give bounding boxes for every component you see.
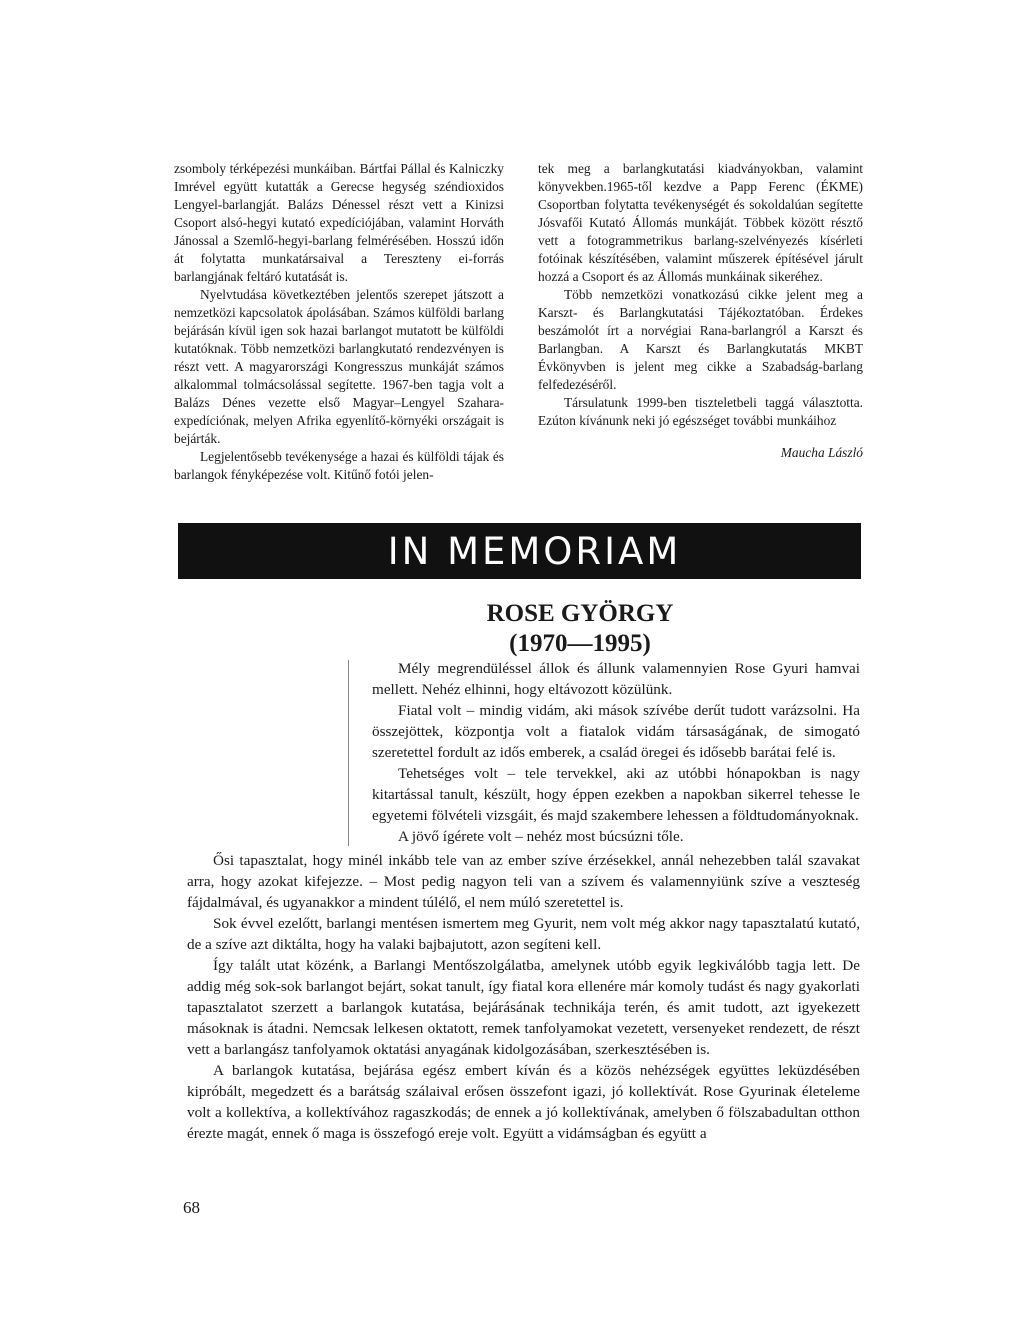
intro-paragraph-1: Mély megrendüléssel állok és állunk valamennyien Rose Gyuri hamvai mellett. Nehéz elhinni, hogy eltávozott közülünk. [372, 660, 860, 698]
intro-paragraph-4: A jövő ígérete volt – nehéz most búcsúzni tőle. [398, 828, 684, 845]
left-paragraph-3: Legjelentősebb tevékenysége a hazai és külföldi tájak és barlangok fényképezése volt. Kitűnő fotói jelen- [174, 449, 504, 482]
body-paragraph-2: Sok évvel ezelőtt, barlangi mentésen ismertem meg Gyurit, nem volt még akkor nagy tapasztalatú kutató, de a szíve azt diktálta, hogy ha valaki bajbajutott, azon segíteni kell. [187, 915, 860, 953]
body-paragraph-3: Így talált utat közénk, a Barlangi Mentőszolgálatba, amelynek utóbb egyik legkiválóbb tagja lett. De addig még sok-sok barlangot bejárt, sokat tanult, így fiatal kora ellenére már komoly tudást és nagy gyakorlati tapasztalatot szerzett a barlangok kutatása, bejárásának technikája terén, és amit tudott, azt igyekezett másoknak is átadni. Nemcsak lelkesen oktatott, remek tanfolyamokat vezetett, versenyeket rendezett, de részt vett a barlangász tanfolyamok oktatási anyagának kidolgozásában, szerkesztésében is. [187, 957, 860, 1058]
left-paragraph-1: zsomboly térképezési munkáiban. Bártfai Pállal és Kalniczky Imrével együtt kutatták a Gerecse hegység széndioxidos Lengyel-barlangját. Balázs Dénessel részt vett a Kinizsi Csoport alsó-hegyi kutató expedíciójában, valamint Horváth Jánossal a Szemlő-hegyi-barlang felmérésében. Hosszú időn át folytatta munkatársaival a Tereszteny ei-forrás barlangjának feltáró kutatását is. [174, 161, 504, 284]
obituary-name: ROSE GYÖRGY [486, 600, 674, 627]
page-number: 68 [183, 1198, 200, 1217]
body-paragraph-4: A barlangok kutatása, bejárása egész embert kíván és a közös nehézségek együttes leküzdésében kipróbált, megedzett és a barátság szálaival erősen összefont igazi, jó kollektívát. Rose Gyurinak életeleme volt a kollektíva, a kollektívához ragaszkodás; de ennek a jó kollektívának, amelyben ő fölszabadultan otthon érezte magát, ennek ő maga is összefogó ereje volt. Együtt a vidámságban és együtt a [187, 1062, 860, 1142]
intro-paragraph-2: Fiatal volt – mindig vidám, aki mások szívébe derűt tudott varázsolni. Ha összejöttek, központja volt a fiatalok vidám társaságának, de simogató szeretettel fordult az idős emberek, a család öregei és idősebb barátai felé is. [372, 702, 860, 761]
right-paragraph-1: tek meg a barlangkutatási kiadványokban, valamint könyvekben.1965-től kezdve a Papp Ferenc (ÉKME) Csoportban folytatta tevékenységét és sokoldalúan segítette Jósvafői Kutató Állomás munkáját. Többek között résztő vett a fotogrammetrikus barlang-szelvényezés kísérleti fotóinak készítésében, valamint műszerek építésével járult hozzá a Csoport és az Állomás munkáinak sikeréhez. [538, 161, 863, 284]
obituary-body [187, 850, 860, 1144]
intro-paragraph-3: Tehetséges volt – tele tervekkel, aki az utóbbi hónapokban is nagy kitartással tanult, készült, hogy éppen ezekben a napokban sikerrel tehesse le egyetemi fölvételi vizsgáit, és majd szakembere lehessen a földtudományoknak. [372, 765, 860, 824]
left-column [174, 160, 504, 484]
banner-text: IN MEMORIAM [387, 529, 682, 573]
right-column [538, 160, 863, 462]
body-paragraph-1: Ősi tapasztalat, hogy minél inkább tele van az ember szíve érzésekkel, annál nehezebben talál szavakat arra, hogy azokat kifejezze. – Most pedig nagyon teli van a szívem és valamennyiünk szíve a veszteség fájdalmával, és ugyanakkor a mindent túlélő, el nem múló szeretettel is. [187, 852, 860, 911]
obituary-intro [372, 658, 860, 847]
right-paragraph-3: Társulatunk 1999-ben tiszteletbeli taggá választotta. Ezúton kívánunk neki jó egészséget további munkáihoz [538, 395, 863, 428]
left-paragraph-2: Nyelvtudása következtében jelentős szerepet játszott a nemzetközi kapcsolatok ápolásában. Számos külföldi barlang bejárásán kívül igen sok hazai barlangot mutatott be külföldi kutatóknak. Több nemzetközi barlangkutató rendezvényen is részt vett. A magyarországi Kongresszus munkáját számos alkalommal tolmácsolással segítette. 1967-ben tagja volt a Balázs Dénes vezette első Magyar–Lengyel Szahara-expedíciónak, melyen Afrika egyenlítő-környéki országait is bejárták. [174, 287, 504, 446]
in-memoriam-banner [178, 523, 861, 579]
author-signature: Maucha László [780, 445, 863, 460]
right-paragraph-2: Több nemzetközi vonatkozású cikke jelent meg a Karszt- és Barlangkutatási Tájékoztatóban. Érdekes beszámolót írt a norvégiai Rana-barlangról a Karszt és Barlangban. A Karszt és Barlangkutatás MKBT Évkönyvben is jelent meg cikke a Szabadság-barlang felfedezéséről. [538, 287, 863, 392]
margin-rule [348, 660, 349, 846]
obituary-years: (1970—1995) [509, 630, 651, 657]
